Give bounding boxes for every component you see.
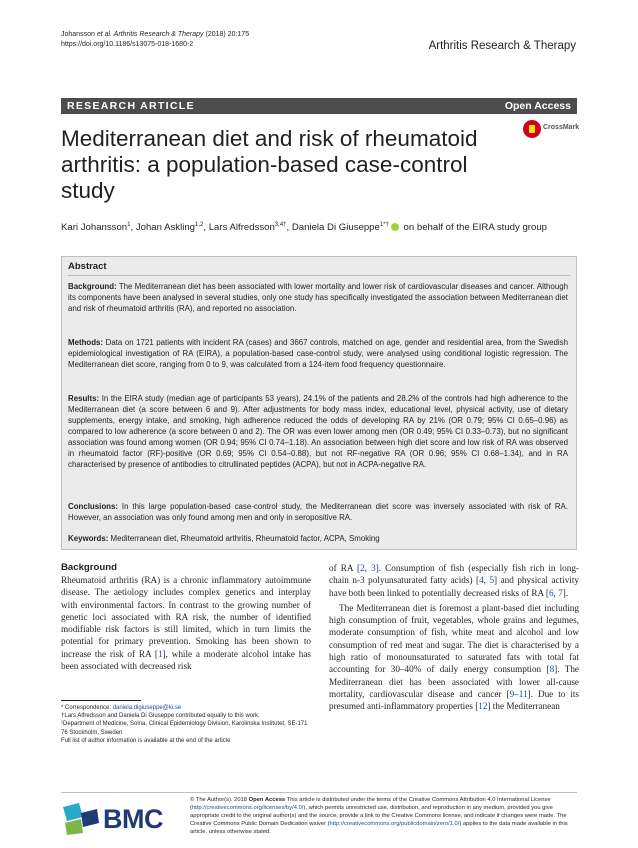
abstract-methods: Methods: Data on 1721 patients with incident RA (cases) and 3667 controls, matched on age, gender and residential area, from the Swedish epidemiological investigation of RA (EIRA), a population-based case-control study, were analysed using conditional logistic regression. The Mediterranean diet score, ranging from 0 to 9, was calculated from a 124-item food frequency questionnaire. [68, 338, 568, 369]
abstract-box [61, 256, 577, 550]
article-type-label: RESEARCH ARTICLE [67, 100, 195, 112]
crossmark-label: CrossMark [543, 124, 580, 131]
footnote-divider [61, 700, 141, 701]
citation-link[interactable]: 2 [360, 563, 365, 573]
citation-link[interactable]: 12 [478, 701, 488, 712]
crossmark-icon [523, 120, 541, 138]
footnotes [61, 704, 311, 745]
abstract-title: Abstract [68, 261, 107, 272]
license-statement: © The Author(s). 2018 Open Access This article is distributed under the terms of the Creative Commons Attribution 4.0 International License (http://creativecommons.org/licenses/by/4.0/), which permits unrestricted use, distribution, and reproduction in any medium, provided you give appropriate credit to the original author(s) and the source, provide a link to the Creative Commons license, and indicate if changes were made. The Creative Commons Public Domain Dedication waiver (http://creativecommons.org/publicdomain/zero/1.0/) applies to the data made available in this article, unless otherwise stated. [190, 797, 568, 835]
affiliation-note: ¹Department of Medicine, Solna, Clinical Epidemiology Division, Karolinska Institutet, SE-171 76 Stockholm, Sweden [61, 721, 308, 736]
citation-link[interactable]: 9–11 [509, 688, 528, 699]
crossmark-button[interactable] [523, 120, 578, 142]
running-header [61, 30, 249, 50]
body-paragraph-1: Rheumatoid arthritis (RA) is a chronic inflammatory autoimmune disease. The aetiology includes complex genetics and interplay with environmental factors. In contrast to the growing number of genetic loci associated with RA risk, the number of identified modifiable risk factors is still limited, which in turn limits the potential for primary prevention. Smoking has been shown to increase the risk of RA [1], while a moderate alcohol intake has been associated with decreased risk [61, 575, 311, 672]
abstract-conclusions: Conclusions: In this large population-based case-control study, the Mediterranean diet score was inversely associated with risk of RA. However, an association was only found among men and only in seropositive RA. [68, 502, 568, 522]
citation-link[interactable]: 4 [479, 575, 484, 586]
citation-etal: et al. [96, 31, 112, 38]
body-paragraph-continued: of RA [2, 3]. Consumption of fish (especially fish rich in long-chain n-3 polyunsaturated fatty acids) [4, 5] and physical activity have both been linked to potentially decreased risks of RA [6, 7]. [329, 563, 579, 598]
author-info-note: Full list of author information is available at the end of the article [61, 737, 231, 744]
abstract-results: Results: In the EIRA study (median age of participants 53 years), 24.1% of the patients and 28.2% of the controls had high adherence to the Mediterranean diet (a score between 6 and 9). After adjustments for body mass index, educational level, physical activity, use of dietary supplements, energy intake, and smoking, high adherence reduced the odds of developing RA by 21% (OR 0.79; 95% CI 0.65–0.96) as compared to low adherence (a score between 0 and 2). The OR was even lower among men (OR 0.49; 95% CI 0.33–0.73), but no significant association was found among women (OR 0.94; 95% CI 0.74–1.18). An association between high diet score and low risk of RA was observed in rheumatoid factor (RF)-positive (OR 0.69; 95% CI 0.54–0.88), but not RF-negative RA (OR 0.96; 95% CI 0.68–1.34), and in RA characterised by presence of antibodies to citrullinated peptides (ACPA), but not in ACPA-negative RA. [68, 394, 568, 469]
orcid-icon[interactable] [391, 223, 399, 231]
section-heading-background: Background [61, 562, 117, 573]
footer-divider [61, 792, 577, 793]
journal-name: Arthritis Research & Therapy [428, 40, 576, 52]
citation-link[interactable]: 1 [157, 648, 163, 659]
bmc-logo [61, 803, 171, 835]
abstract-divider [68, 275, 570, 276]
equal-contribution-note: †Lars Alfredsson and Daniela Di Giuseppe contributed equally to this work. [61, 713, 260, 720]
article-title: Mediterranean diet and risk of rheumatoid arthritis: a population-based case-control study [61, 126, 478, 203]
abstract-keywords: Keywords: Mediterranean diet, Rheumatoid arthritis, Rheumatoid factor, ACPA, Smoking [68, 534, 380, 543]
abstract-background: Background: The Mediterranean diet has been associated with lower mortality and lower risk of cardiovascular diseases and cancer. Although its components have been analysed in several studies, only one study has specifically investigated the association between Mediterranean diet and risk of rheumatoid arthritis (RA), and reported no association. [68, 282, 568, 313]
body-column-right [329, 562, 579, 713]
license-link[interactable]: http://creativecommons.org/licenses/by/4.0/ [191, 805, 304, 811]
open-access-label: Open Access [504, 100, 571, 112]
citation-link[interactable]: 3 [371, 563, 376, 573]
bmc-logo-text: BMC [103, 804, 163, 834]
correspondence: * Correspondence: daniela.digiuseppe@ki.se [61, 705, 182, 711]
body-column-left [61, 562, 311, 672]
author-list: Kari Johansson$^1$, Johan Askling$^{1,2}$, Lars Alfredsson$^{3,4\dagger}$, Daniela Di Giuseppe$^{1*\dagger}$ on behalf of the EIRA study group [61, 222, 548, 234]
public-domain-link[interactable]: http://creativecommons.org/publicdomain/zero/1.0/ [329, 821, 460, 827]
citation-link[interactable]: 7 [558, 587, 563, 598]
citation-journal: Arthritis Research & Therapy [112, 31, 204, 38]
citation-line: Johansson et al. Arthritis Research & Therapy (2018) 20:175 [61, 31, 250, 38]
citation-link[interactable]: 6 [548, 587, 554, 598]
email-link[interactable]: daniela.digiuseppe@ki.se [112, 705, 182, 711]
article-type-bar [61, 98, 577, 114]
citation-link[interactable]: 5 [489, 575, 495, 586]
body-paragraph-2: The Mediterranean diet is foremost a plant-based diet including high consumption of fruit, vegetables, whole grains and legumes, moderate consumption of fish, white meat and alcohol and low consumption of red meat and sugar. The diet is characterised by a high ratio of monounsaturated to saturated fats with total fat accounting for 30–40% of daily energy consumption [8]. The Mediterranean diet has been associated with lower all-cause mortality, cardiovascular disease and cancer [9–11]. Due to its presumed anti-inflammatory properties [12] the Mediterranean [329, 602, 579, 712]
citation-link[interactable]: 8 [549, 664, 555, 675]
bmc-logo-icon [61, 803, 101, 835]
doi-link[interactable]: https://doi.org/10.1186/s13075-018-1680-2 [61, 41, 194, 48]
